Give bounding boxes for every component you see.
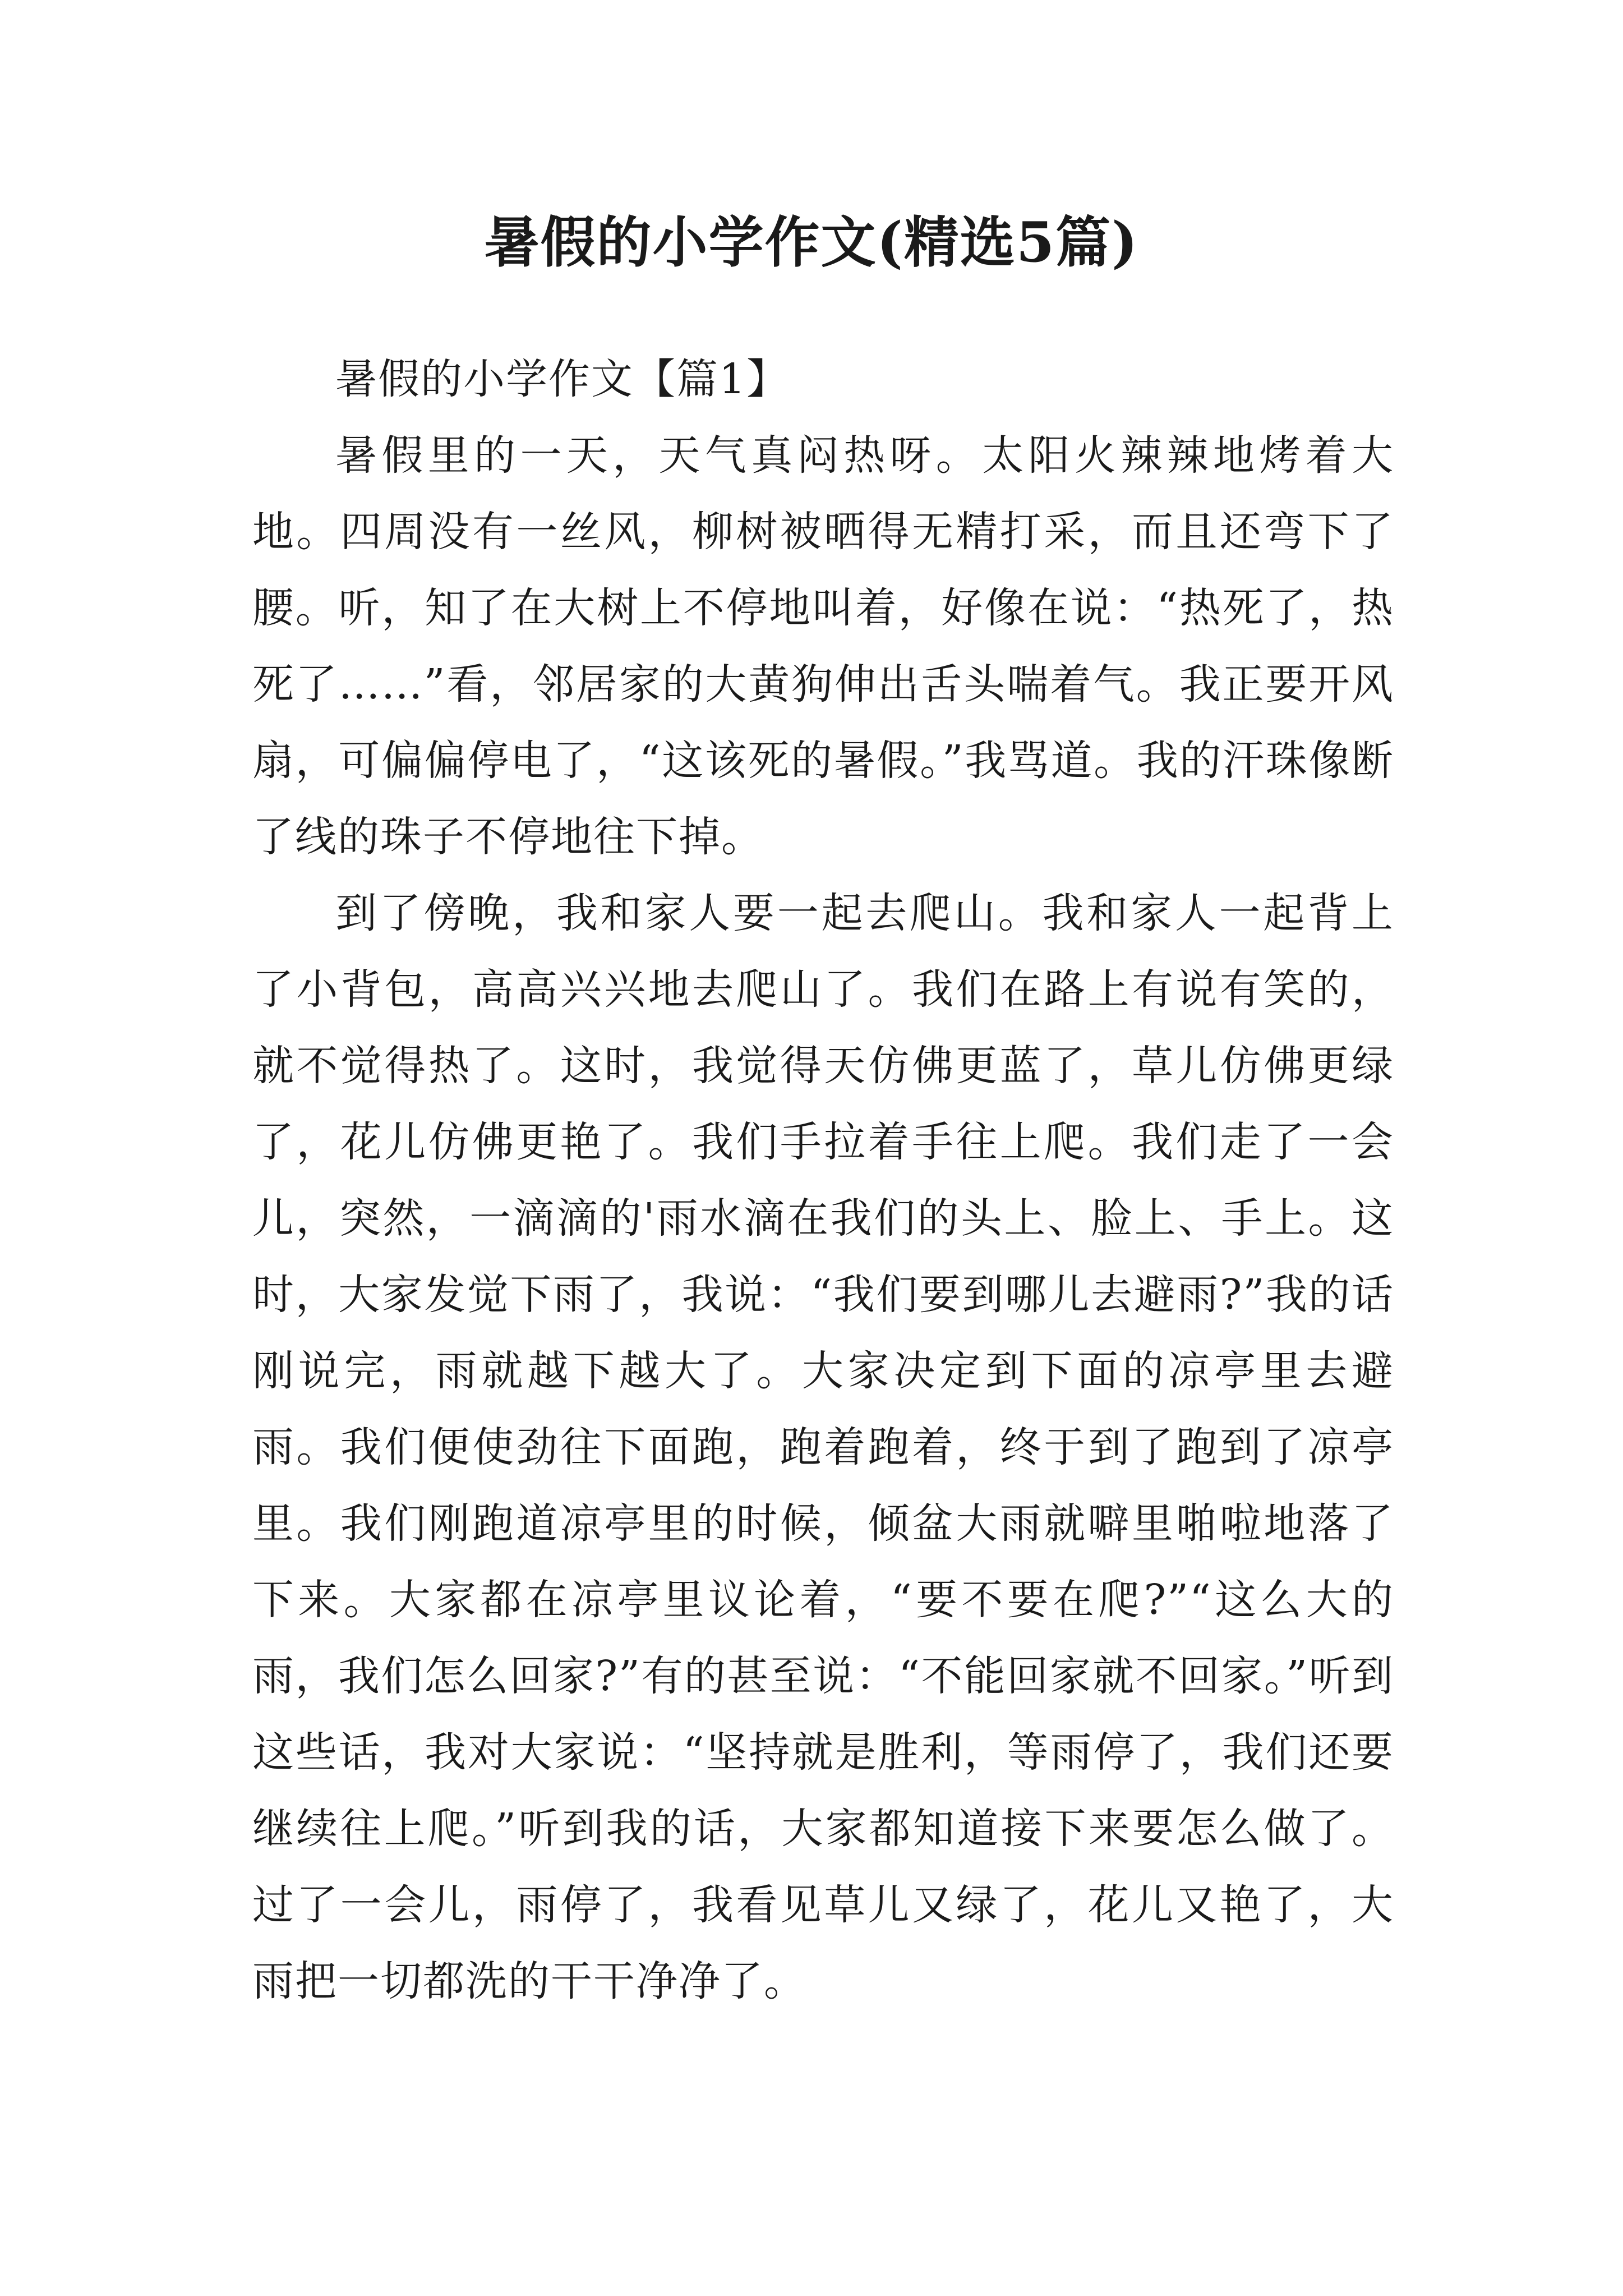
section-heading: 暑假的小学作文【篇1】 — [335, 355, 790, 403]
document-title: 暑假的小学作文(精选5篇) — [484, 210, 1139, 275]
paragraph-2: 到了傍晚，我和家人要一起去爬山。我和家人一起背上了小背包，高高兴兴地去爬山了。我们在路上有说有笑的，就不觉得热了。这时，我觉得天仿佛更蓝了，草儿仿佛更绿了，花儿仿佛更艳了。我们手拉着手往上爬。我们走了一会儿，突然，一滴滴的'雨水滴在我们的头上、脸上、手上。这时，大家发觉下雨了，我说：“我们要到哪儿去避雨?”我的话刚说完，雨就越下越大了。大家决定到下面的凉亭里去避雨。我们便使劲往下面跑，跑着跑着，终于到了跑到了凉亭里。我们刚跑道凉亭里的时候，倾盆大雨就噼里啪啦地落了下来。大家都在凉亭里议论着，“要不要在爬?”“这么大的雨，我们怎么回家?”有的甚至说：“不能回家就不回家。”听到这些话，我对大家说：“坚持就是胜利，等雨停了，我们还要继续往上爬。”听到我的话，大家都知道接下来要怎么做了。过了一会儿，雨停了，我看见草儿又绿了，花儿又艳了，大雨把一切都洗的干干净净了。 — [252, 889, 1394, 2005]
document-body — [252, 341, 1394, 2019]
paragraph-1: 暑假里的一天，天气真闷热呀。太阳火辣辣地烤着大地。四周没有一丝风，柳树被晒得无精打采，而且还弯下了腰。听，知了在大树上不停地叫着，好像在说：“热死了，热死了……”看，邻居家的大黄狗伸出舌头喘着气。我正要开风扇，可偏偏停电了，“这该死的暑假。”我骂道。我的汗珠像断了线的珠子不停地往下掉。 — [252, 431, 1394, 861]
